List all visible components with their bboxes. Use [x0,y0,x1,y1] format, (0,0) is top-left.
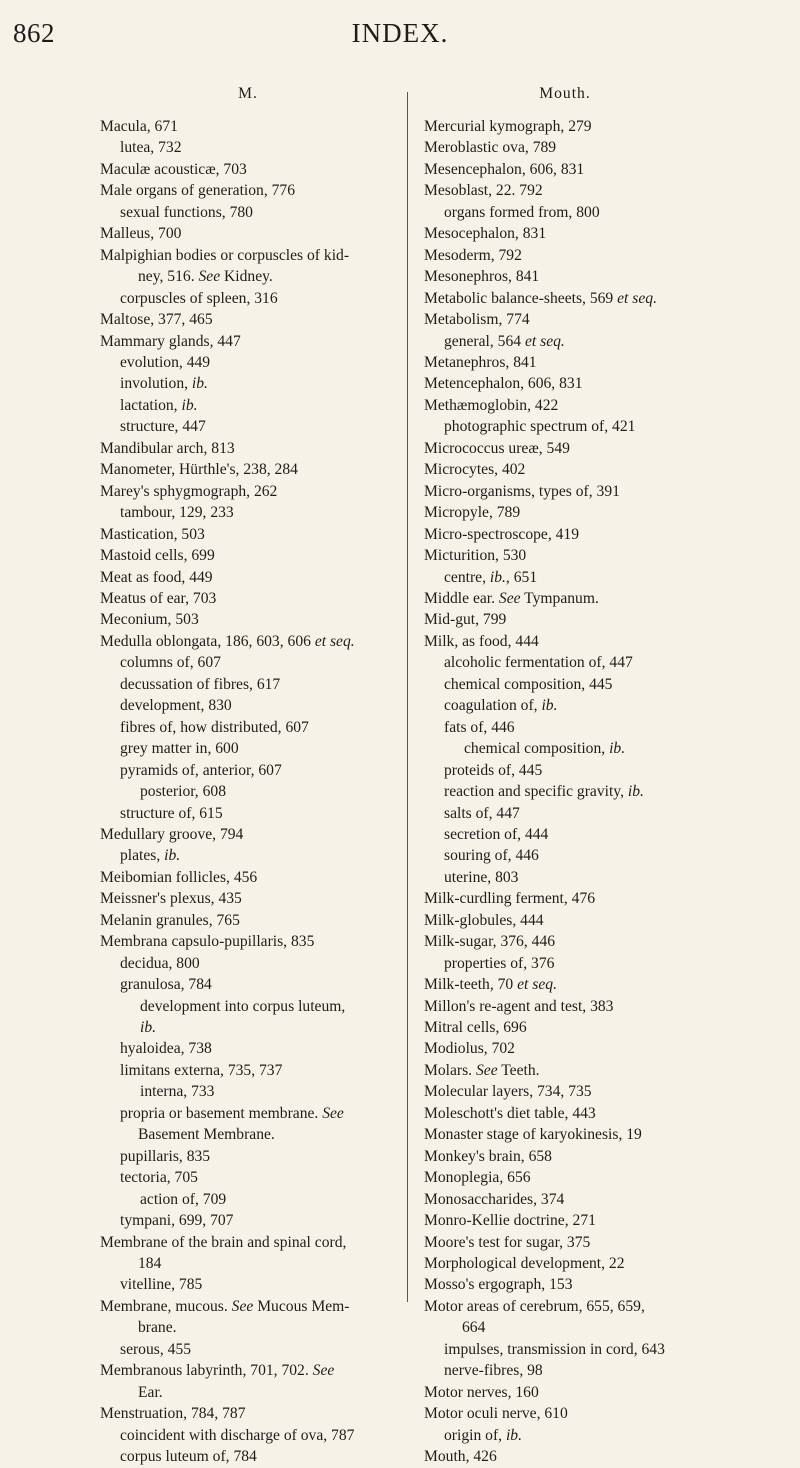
index-entry: Manometer, Hürthle's, 238, 284 [100,461,298,479]
index-entry: Mercurial kymograph, 279 [424,118,592,135]
index-entry: Membrane, mucous. See Mucous Mem- [100,1297,350,1315]
index-entry: impulses, transmission in cord, 643 [444,1340,665,1358]
index-entry: fibres of, how distributed, 607 [120,718,309,736]
index-entry: 664 [462,1319,486,1337]
index-entry: Milk-sugar, 376, 446 [424,933,556,951]
index-entry: structure of, 615 [120,804,223,822]
index-entry: brane. [138,1319,177,1337]
index-entry: Mouth, 426 [424,1448,497,1466]
index-entry: Methæmoglobin, 422 [424,396,559,414]
index-entry: Mesonephros, 841 [424,268,540,286]
index-entry: Meconium, 503 [100,611,199,629]
index-entry: nerve-fibres, 98 [444,1362,543,1380]
index-entry: alcoholic fermentation of, 447 [444,654,633,672]
index-entry: Moore's test for sugar, 375 [424,1233,591,1251]
index-entry: Monro-Kellie doctrine, 271 [424,1212,596,1230]
index-entry: grey matter in, 600 [120,740,239,758]
index-entry: structure, 447 [120,418,206,436]
index-entry: Milk-globules, 444 [424,911,544,929]
index-entry: Micturition, 530 [424,547,527,565]
index-entry: Meat as food, 449 [100,568,213,586]
index-entry: coagulation of, ib. [444,697,558,715]
index-entry: Malpighian bodies or corpuscles of kid- [100,246,350,264]
index-entry: chemical composition, 445 [444,675,613,693]
index-entry: granulosa, 784 [120,976,212,994]
index-entry: pupillaris, 835 [120,1147,211,1165]
index-entry: Micrococcus ureæ, 549 [424,439,570,457]
index-entry: Motor areas of cerebrum, 655, 659, [424,1297,645,1315]
index-entry: organs formed from, 800 [444,203,600,221]
index-entry: sexual functions, 780 [120,203,253,221]
index-entry: Milk-teeth, 70 et seq. [424,976,557,994]
index-entry: 184 [138,1255,162,1273]
index-entry: secretion of, 444 [444,825,549,843]
index-entry: tambour, 129, 233 [120,504,234,522]
index-entry: Molecular layers, 734, 735 [424,1083,592,1101]
index-entry: plates, ib. [120,847,181,865]
index-entry: Basement Membrane. [138,1126,275,1144]
index-entry: ney, 516. See Kidney. [138,268,273,286]
index-entry: Microcytes, 402 [424,461,526,479]
index-entry: Moleschott's diet table, 443 [424,1104,596,1122]
index-entry: Mitral cells, 696 [424,1019,527,1037]
page-title: INDEX. [351,18,449,48]
index-entry: development into corpus luteum, [140,997,346,1015]
index-entry: Metabolism, 774 [424,311,530,329]
index-entry: proteids of, 445 [444,761,543,779]
index-entry: vitelline, 785 [120,1276,203,1294]
index-entry: serous, 455 [120,1340,192,1358]
index-entry: Monkey's brain, 658 [424,1147,552,1165]
index-entry: Mesencephalon, 606, 831 [424,160,585,178]
index-entry: Morphological development, 22 [424,1255,625,1273]
index-entry: Monosaccharides, 374 [424,1190,565,1208]
index-entry: Mastoid cells, 699 [100,547,215,565]
index-entry: action of, 709 [140,1190,227,1208]
index-entry: involution, ib. [120,375,208,393]
index-entry: Meibomian follicles, 456 [100,868,258,886]
index-entry: Mammary glands, 447 [100,332,241,350]
index-column-right [424,85,706,1468]
index-entry: tectoria, 705 [120,1169,198,1187]
index-entry: ib. [140,1019,157,1037]
index-entry: photographic spectrum of, 421 [444,418,636,436]
index-entry: fats of, 446 [444,718,515,736]
column-heading: M. [238,85,258,102]
index-entry: Ear. [138,1383,163,1401]
index-entry: columns of, 607 [120,654,221,672]
index-entry: Milk, as food, 444 [424,632,539,650]
index-entry: interna, 733 [140,1083,215,1101]
index-entry: lutea, 732 [120,139,182,157]
index-entry: tympani, 699, 707 [120,1212,234,1230]
index-entry: souring of, 446 [444,847,539,865]
index-entry: properties of, 376 [444,954,555,972]
column-divider [407,92,408,1302]
index-entry: Micropyle, 789 [424,504,521,522]
index-entry: coincident with discharge of ova, 787 [120,1426,355,1444]
index-entry: origin of, ib. [444,1426,522,1444]
index-entry: corpus luteum of, 784 [120,1448,257,1466]
index-entry: Middle ear. See Tympanum. [424,589,599,607]
index-entry: Monaster stage of karyokinesis, 19 [424,1126,642,1144]
index-entry: Mesoblast, 22. 792 [424,182,543,200]
index-entry: reaction and specific gravity, ib. [444,783,644,801]
index-entry: Motor oculi nerve, 610 [424,1405,568,1423]
index-entry: Membrane of the brain and spinal cord, [100,1233,347,1251]
index-entry: Metabolic balance-sheets, 569 et seq. [424,289,657,307]
index-entry: Mastication, 503 [100,525,205,543]
index-entry: centre, ib., 651 [444,568,538,586]
index-entry: decussation of fibres, 617 [120,675,281,693]
index-entry: hyaloidea, 738 [120,1040,212,1058]
index-entry: Modiolus, 702 [424,1040,515,1058]
index-entry: Molars. See Teeth. [424,1061,540,1079]
index-entry: Malleus, 700 [100,225,182,243]
index-entry: Mandibular arch, 813 [100,439,235,457]
index-entry: Marey's sphygmograph, 262 [100,482,278,500]
index-entry: decidua, 800 [120,954,200,972]
index-entry: propria or basement membrane. See [120,1104,344,1122]
index-entry: Mesocephalon, 831 [424,225,547,243]
index-entry: limitans externa, 735, 737 [120,1061,283,1079]
index-entry: Macula, 671 [100,118,178,135]
index-entry: uterine, 803 [444,868,519,886]
column-heading: Mouth. [539,85,591,102]
index-entry: Micro-organisms, types of, 391 [424,482,620,500]
index-entry-list [100,116,396,1468]
index-entry: Meatus of ear, 703 [100,589,217,607]
page-number: 862 [13,18,55,48]
index-entry: Maltose, 377, 465 [100,311,213,329]
index-entry: Metanephros, 841 [424,353,537,371]
index-entry: lactation, ib. [120,396,198,414]
index-entry: Milk-curdling ferment, 476 [424,890,596,908]
index-entry: corpuscles of spleen, 316 [120,289,278,307]
index-entry: Meroblastic ova, 789 [424,139,557,157]
index-entry: salts of, 447 [444,804,520,822]
index-entry: Medulla oblongata, 186, 603, 606 et seq. [100,632,355,650]
index-entry-list [424,116,706,1468]
index-entry: Male organs of generation, 776 [100,182,296,200]
index-entry: Metencephalon, 606, 831 [424,375,583,393]
index-entry: Medullary groove, 794 [100,825,244,843]
index-entry: Melanin granules, 765 [100,911,240,929]
index-entry: Monoplegia, 656 [424,1169,531,1187]
index-entry: Menstruation, 784, 787 [100,1405,246,1423]
index-entry: Micro-spectroscope, 419 [424,525,580,543]
index-entry: Mosso's ergograph, 153 [424,1276,573,1294]
index-entry: pyramids of, anterior, 607 [120,761,282,779]
index-entry: Millon's re-agent and test, 383 [424,997,614,1015]
index-column-left [100,85,396,1468]
index-entry: Membranous labyrinth, 701, 702. See [100,1362,335,1380]
index-entry: Mid-gut, 799 [424,611,507,629]
index-entry: chemical composition, ib. [464,740,626,758]
index-entry: Motor nerves, 160 [424,1383,539,1401]
index-entry: evolution, 449 [120,353,211,371]
index-entry: development, 830 [120,697,232,715]
index-entry: Membrana capsulo-pupillaris, 835 [100,933,315,951]
index-entry: general, 564 et seq. [444,332,565,350]
index-entry: Meissner's plexus, 435 [100,890,242,908]
index-entry: Mesoderm, 792 [424,246,522,264]
index-entry: Maculæ acousticæ, 703 [100,160,247,178]
index-entry: posterior, 608 [140,783,226,801]
